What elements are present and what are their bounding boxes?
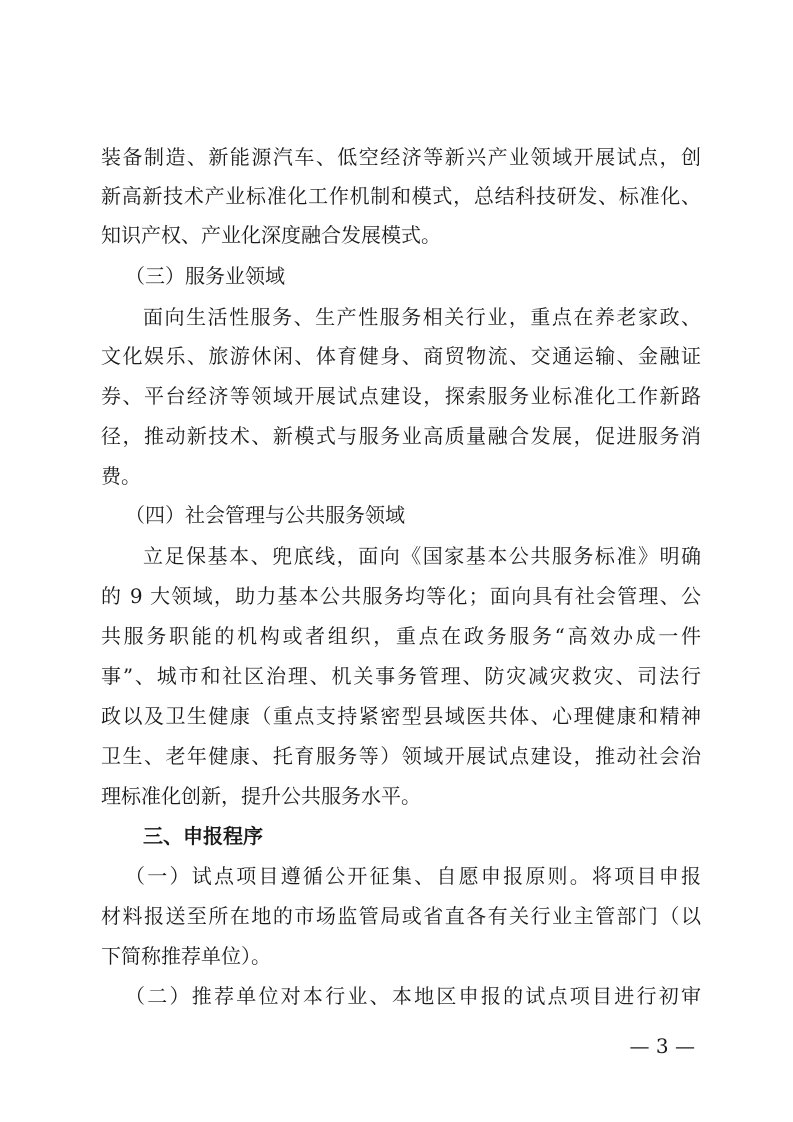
body-text-line: 文化娱乐、旅游休闲、体育健身、商贸物流、交通运输、金融证 bbox=[101, 344, 701, 368]
body-text-line: 政以及卫生健康（重点支持紧密型县域医共体、心理健康和精神 bbox=[101, 704, 701, 728]
body-text-line: 材料报送至所在地的市场监管局或省直各有关行业主管部门（以 bbox=[101, 904, 701, 928]
body-text-line: 理标准化创新，提升公共服务水平。 bbox=[101, 784, 421, 808]
section-heading-application-procedure: 三、申报程序 bbox=[143, 824, 263, 848]
body-text-line: 径，推动新技术、新模式与服务业高质量融合发展，促进服务消 bbox=[101, 424, 701, 448]
body-text-line: 装备制造、新能源汽车、低空经济等新兴产业领域开展试点，创 bbox=[101, 145, 701, 169]
body-text-line: 的 9 大领域，助力基本公共服务均等化；面向具有社会管理、公 bbox=[101, 584, 701, 608]
body-text-line: （二）推荐单位对本行业、本地区申报的试点项目进行初审 bbox=[125, 984, 701, 1008]
body-text-line: 费。 bbox=[101, 464, 141, 488]
body-text-line: 券、平台经济等领域开展试点建设，探索服务业标准化工作新路 bbox=[101, 384, 701, 408]
page-number: — 3 — bbox=[629, 1034, 695, 1058]
body-text-line: 新高新技术产业标准化工作机制和模式，总结科技研发、标准化、 bbox=[101, 184, 701, 208]
body-text-line: 事”、城市和社区治理、机关事务管理、防灾减灾救灾、司法行 bbox=[101, 664, 701, 688]
body-text-line: 立足保基本、兜底线，面向《国家基本公共服务标准》明确 bbox=[143, 544, 701, 568]
body-text-line: 面向生活性服务、生产性服务相关行业，重点在养老家政、 bbox=[143, 305, 701, 329]
subheading-services: （三）服务业领域 bbox=[125, 264, 285, 288]
body-text-line: 知识产权、产业化深度融合发展模式。 bbox=[101, 223, 441, 247]
body-text-line: （一）试点项目遵循公开征集、自愿申报原则。将项目申报 bbox=[125, 864, 701, 888]
body-text-line: 共服务职能的机构或者组织，重点在政务服务“高效办成一件 bbox=[101, 624, 701, 648]
body-text-line: 卫生、老年健康、托育服务等）领域开展试点建设，推动社会治 bbox=[101, 744, 701, 768]
subheading-social-management: （四）社会管理与公共服务领域 bbox=[125, 503, 405, 527]
body-text-line: 下简称推荐单位）。 bbox=[101, 944, 271, 968]
